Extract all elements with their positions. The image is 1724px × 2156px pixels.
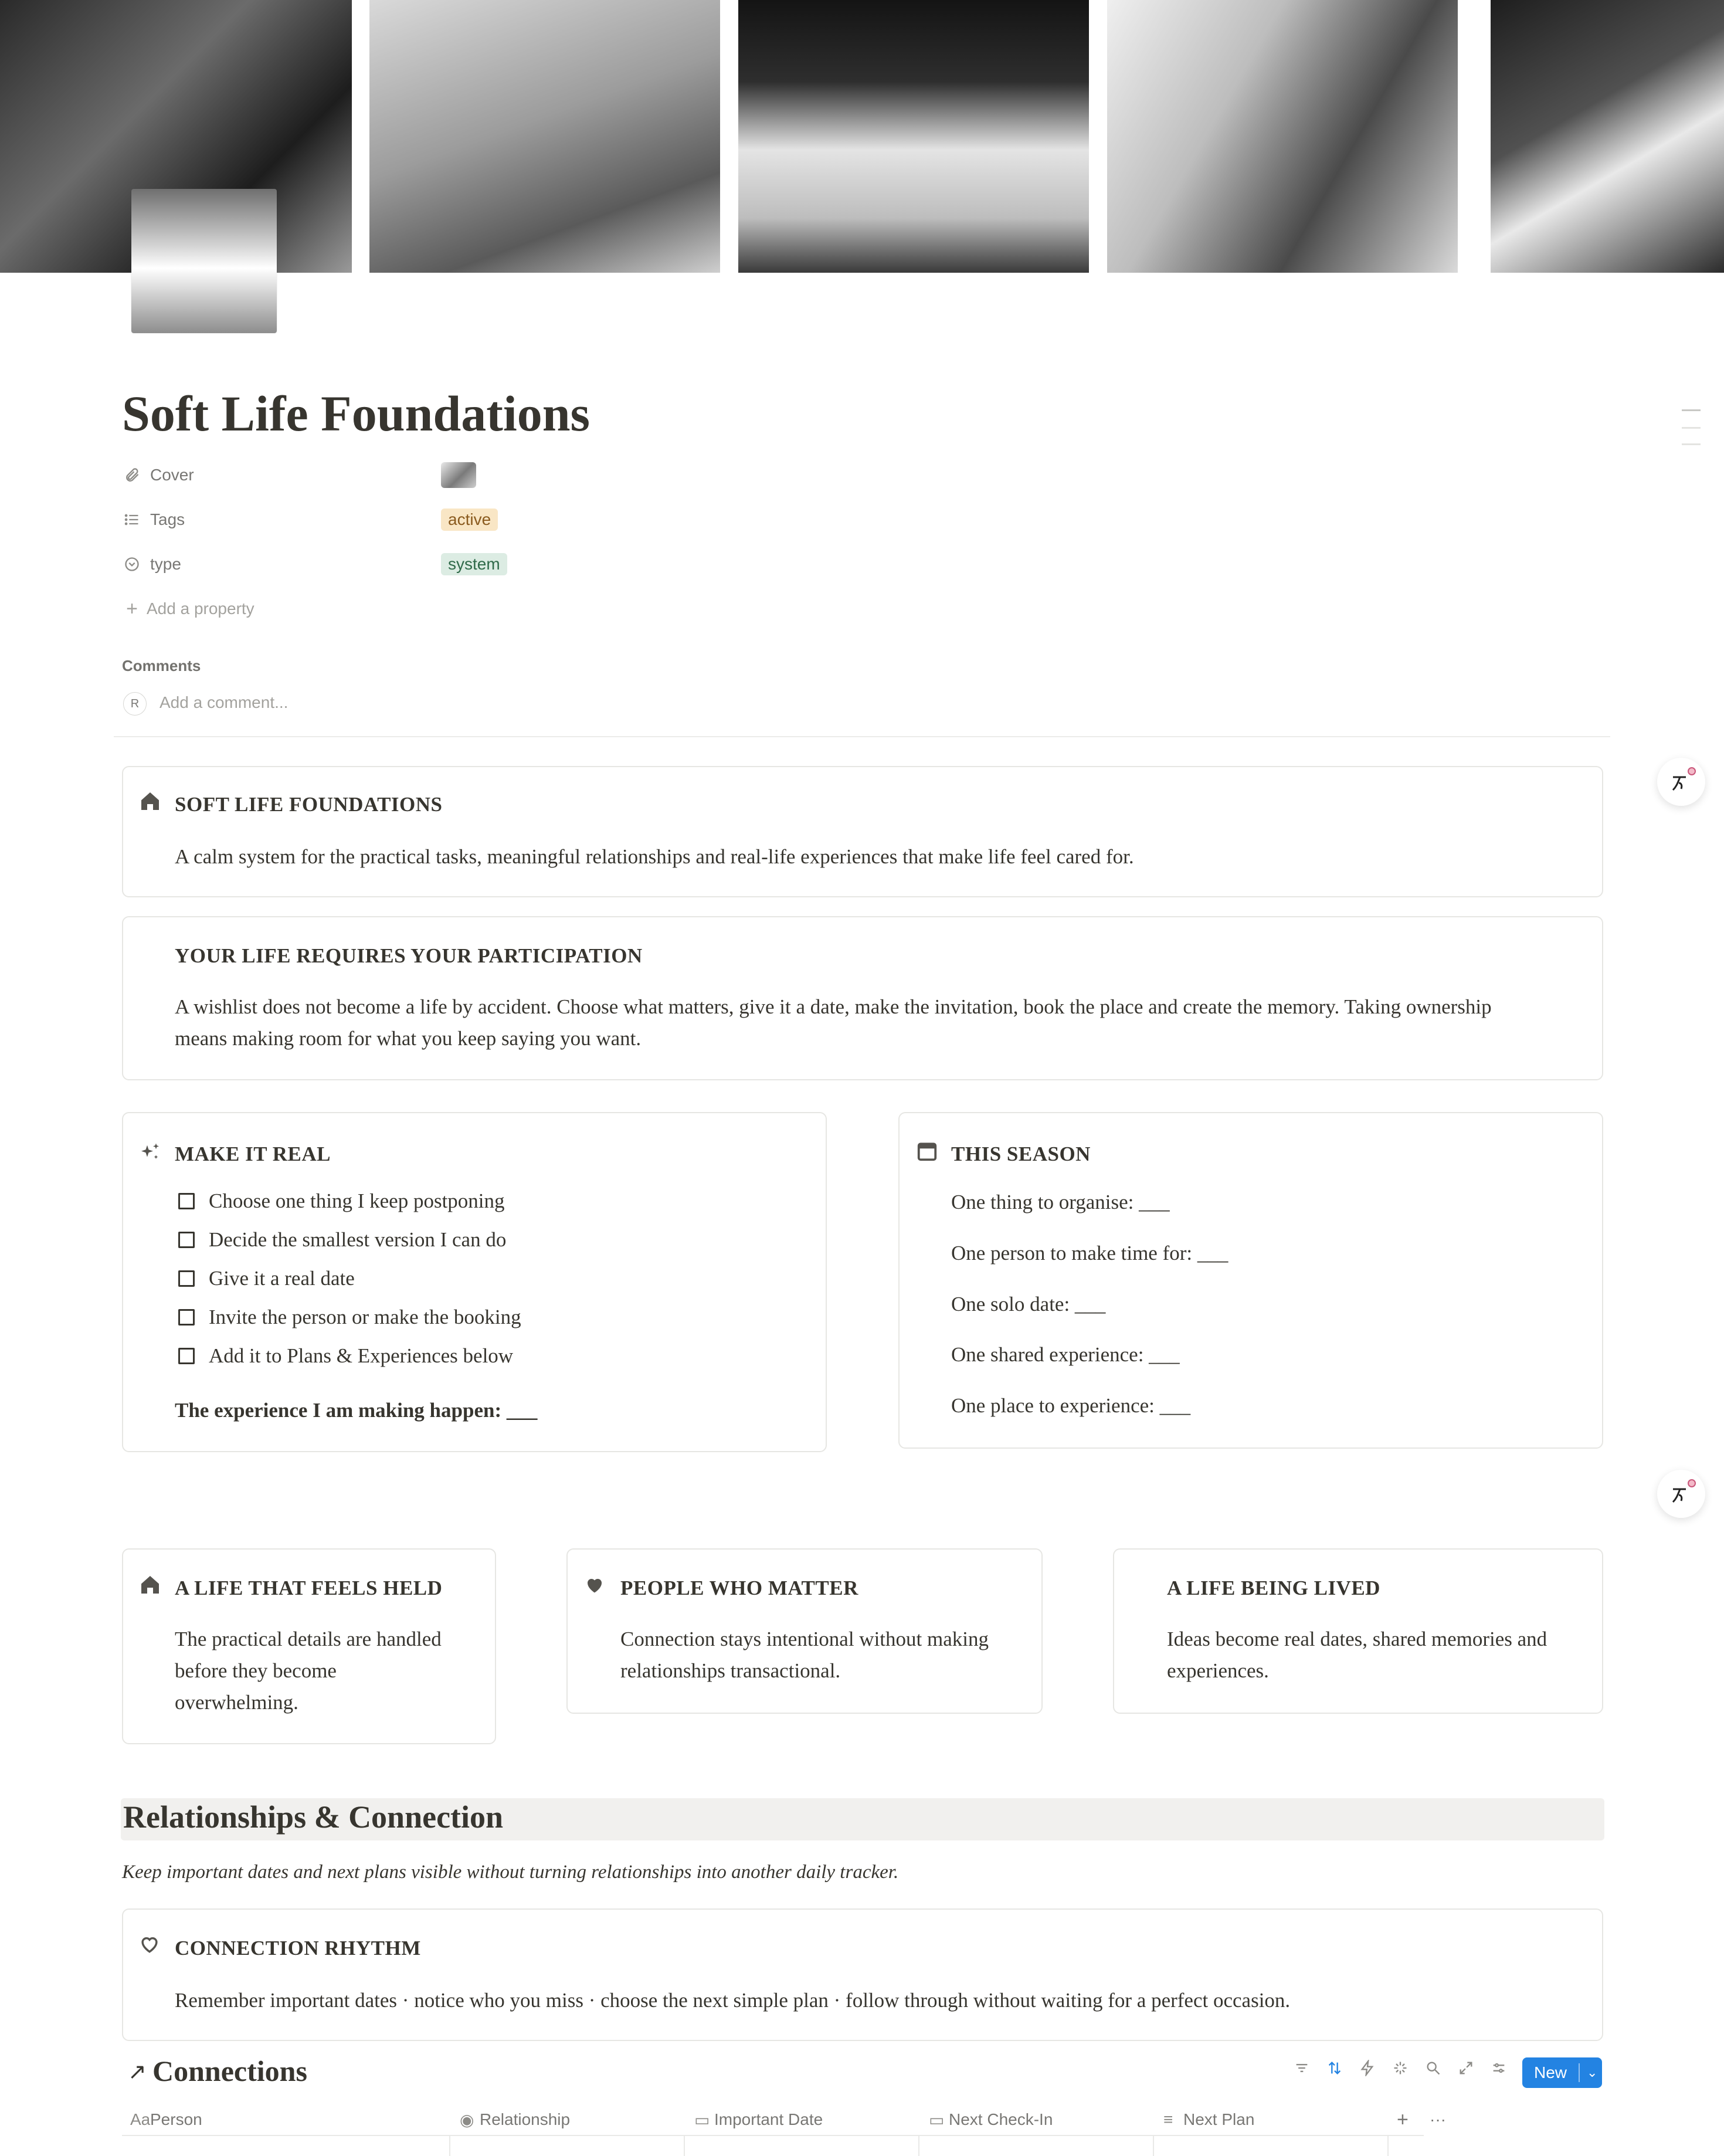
checklist-label: Give it a real date [209, 1267, 355, 1290]
callout-body-line: means making room for what you keep saying you want. [175, 1027, 642, 1050]
callout-heading: A LIFE BEING LIVED [1167, 1577, 1380, 1599]
avatar: R [123, 692, 147, 716]
cover-photo-flower-bouquet [738, 0, 1089, 273]
callout-body: A calm system for the practical tasks, meaningful relationships and real-life experiences that make life feel cared for. [175, 845, 1134, 868]
season-item: One person to make time for: ___ [951, 1242, 1228, 1265]
checklist-label: Invite the person or make the booking [209, 1306, 521, 1328]
property-label: Tags [150, 510, 185, 528]
checklist-label: Decide the smallest version I can do [209, 1228, 507, 1251]
column-header-important-date[interactable] [694, 2104, 823, 2135]
callout-body-line: A wishlist does not become a life by accident. Choose what matters, give it a date, make the invitation, book the place and create the memory. Taking ownership [175, 995, 1492, 1018]
checklist-item[interactable] [178, 1189, 505, 1213]
add-property-button[interactable] [122, 591, 323, 626]
checklist-label: Choose one thing I keep postponing [209, 1189, 505, 1212]
season-item: One thing to organise: ___ [951, 1191, 1170, 1213]
callout-body-line: before they become [175, 1659, 337, 1682]
checkbox[interactable] [178, 1348, 195, 1364]
checklist-item[interactable] [178, 1228, 506, 1252]
column-label: Next Check-In [949, 2110, 1053, 2128]
column-divider [684, 2135, 685, 2156]
callout-heading: PEOPLE WHO MATTER [620, 1577, 858, 1599]
toc-line-2[interactable] [1682, 427, 1701, 429]
callout-heading: MAKE IT REAL [175, 1143, 331, 1165]
page-icon-image[interactable] [131, 189, 277, 333]
tag-active[interactable]: active [441, 509, 498, 531]
callout-heading: SOFT LIFE FOUNDATIONS [175, 793, 443, 816]
toc-line-3[interactable] [1682, 443, 1701, 445]
property-value[interactable] [441, 547, 507, 582]
column-label: Person [150, 2110, 202, 2128]
home-icon [138, 1573, 162, 1596]
tag-system[interactable]: system [441, 553, 507, 575]
property-label: type [150, 555, 181, 573]
checkbox[interactable] [178, 1193, 195, 1209]
select-icon [122, 554, 142, 574]
callout-body-line: Ideas become real dates, shared memories and [1167, 1628, 1547, 1650]
callout-body-line: Connection stays intentional without making [620, 1628, 989, 1650]
table-header-border [122, 2135, 1424, 2136]
checklist-item[interactable] [178, 1267, 355, 1290]
callout-body-line: The practical details are handled [175, 1628, 442, 1650]
new-record-button[interactable] [1522, 2057, 1602, 2088]
sparkles-icon [138, 1141, 162, 1165]
assistant-face-icon [1665, 765, 1698, 798]
column-divider [1387, 2135, 1389, 2156]
floating-assistant-button[interactable] [1657, 758, 1705, 806]
new-button-separator [1579, 2063, 1580, 2082]
checklist-label: Add it to Plans & Experiences below [209, 1344, 514, 1367]
list-icon [122, 510, 142, 530]
column-divider [918, 2135, 919, 2156]
season-item: One place to experience: ___ [951, 1394, 1191, 1417]
callout-heading: THIS SEASON [951, 1143, 1091, 1165]
checklist-item[interactable] [178, 1306, 521, 1329]
cover-photo-street [1107, 0, 1458, 273]
plus-icon: + [126, 597, 138, 620]
callout-body: Remember important dates · notice who you miss · choose the next simple plan · follow through without waiting for a perfect occasion. [175, 1989, 1291, 2012]
floating-assistant-button[interactable] [1657, 1470, 1705, 1518]
settings-sliders-icon[interactable] [1487, 2060, 1511, 2081]
column-header-relationship[interactable] [460, 2104, 570, 2135]
column-divider [449, 2135, 450, 2156]
callout-foundations [122, 766, 1603, 897]
assistant-face-icon [1665, 1477, 1698, 1510]
select-property-icon: ◉ [460, 2110, 474, 2129]
property-tags[interactable] [122, 502, 491, 537]
automation-icon[interactable] [1356, 2060, 1379, 2081]
callout-heading: A LIFE THAT FEELS HELD [175, 1577, 443, 1599]
date-property-icon: ▭ [929, 2110, 945, 2129]
section-subtitle: Keep important dates and next plans visible without turning relationships into another daily tracker. [122, 1862, 899, 1883]
property-value[interactable] [441, 502, 498, 537]
heart-outline-icon [138, 1933, 162, 1957]
checkbox[interactable] [178, 1232, 195, 1248]
cover-photo-reading [1491, 0, 1724, 273]
toc-line-1[interactable] [1682, 409, 1701, 411]
search-icon[interactable] [1421, 2060, 1445, 2081]
add-column-button[interactable]: + [1397, 2108, 1409, 2131]
divider [114, 736, 1610, 737]
comments-heading: Comments [122, 657, 201, 674]
heart-icon [584, 1574, 608, 1598]
column-header-next-check-in[interactable] [929, 2104, 1053, 2135]
season-item: One solo date: ___ [951, 1293, 1106, 1316]
chevron-down-icon[interactable]: ⌄ [1587, 2065, 1598, 2080]
column-label: Important Date [714, 2110, 823, 2128]
new-button-label: New [1534, 2063, 1567, 2082]
more-options-button[interactable]: ··· [1430, 2110, 1446, 2128]
property-type[interactable] [122, 547, 500, 582]
database-title[interactable]: Connections [152, 2055, 307, 2087]
paperclip-icon [122, 465, 142, 485]
checkbox[interactable] [178, 1309, 195, 1326]
callout-heading: YOUR LIFE REQUIRES YOUR PARTICIPATION [175, 944, 643, 967]
cover-thumbnail[interactable] [441, 462, 476, 488]
season-item: One shared experience: ___ [951, 1343, 1180, 1366]
callout-connection-rhythm [122, 1908, 1603, 2041]
filter-icon[interactable] [1290, 2060, 1314, 2081]
ai-sparkle-icon[interactable] [1389, 2060, 1412, 2081]
home-icon [138, 789, 162, 813]
callout-heading: CONNECTION RHYTHM [175, 1937, 421, 1960]
section-heading[interactable]: Relationships & Connection [123, 1799, 504, 1835]
add-property-label: Add a property [147, 599, 254, 618]
make-it-real-footer: The experience I am making happen: ___ [175, 1399, 538, 1422]
callout-body-line: relationships transactional. [620, 1659, 841, 1682]
calendar-icon [916, 1140, 939, 1164]
column-header-person[interactable] [130, 2104, 202, 2135]
property-label: Cover [150, 466, 194, 484]
text-property-icon: Aa [130, 2110, 151, 2128]
column-label: Next Plan [1183, 2110, 1255, 2128]
page-title[interactable]: Soft Life Foundations [122, 385, 590, 442]
date-property-icon: ▭ [694, 2110, 710, 2129]
column-header-next-plan[interactable] [1163, 2104, 1254, 2135]
comment-input[interactable]: Add a comment... [159, 693, 289, 711]
property-value[interactable] [441, 457, 476, 493]
expand-icon[interactable] [1454, 2060, 1478, 2081]
cover-photo-convertible-car [369, 0, 720, 273]
callout-body-line: overwhelming. [175, 1691, 298, 1714]
text-property-icon: ≡ [1163, 2110, 1173, 2128]
callout-body-line: experiences. [1167, 1659, 1269, 1682]
checkbox[interactable] [178, 1270, 195, 1287]
checklist-item[interactable] [178, 1344, 513, 1368]
property-cover[interactable] [122, 457, 326, 493]
column-label: Relationship [480, 2110, 571, 2128]
linked-database-arrow-icon: ↗ [128, 2060, 147, 2084]
sort-icon[interactable] [1323, 2060, 1346, 2081]
column-divider [1153, 2135, 1154, 2156]
